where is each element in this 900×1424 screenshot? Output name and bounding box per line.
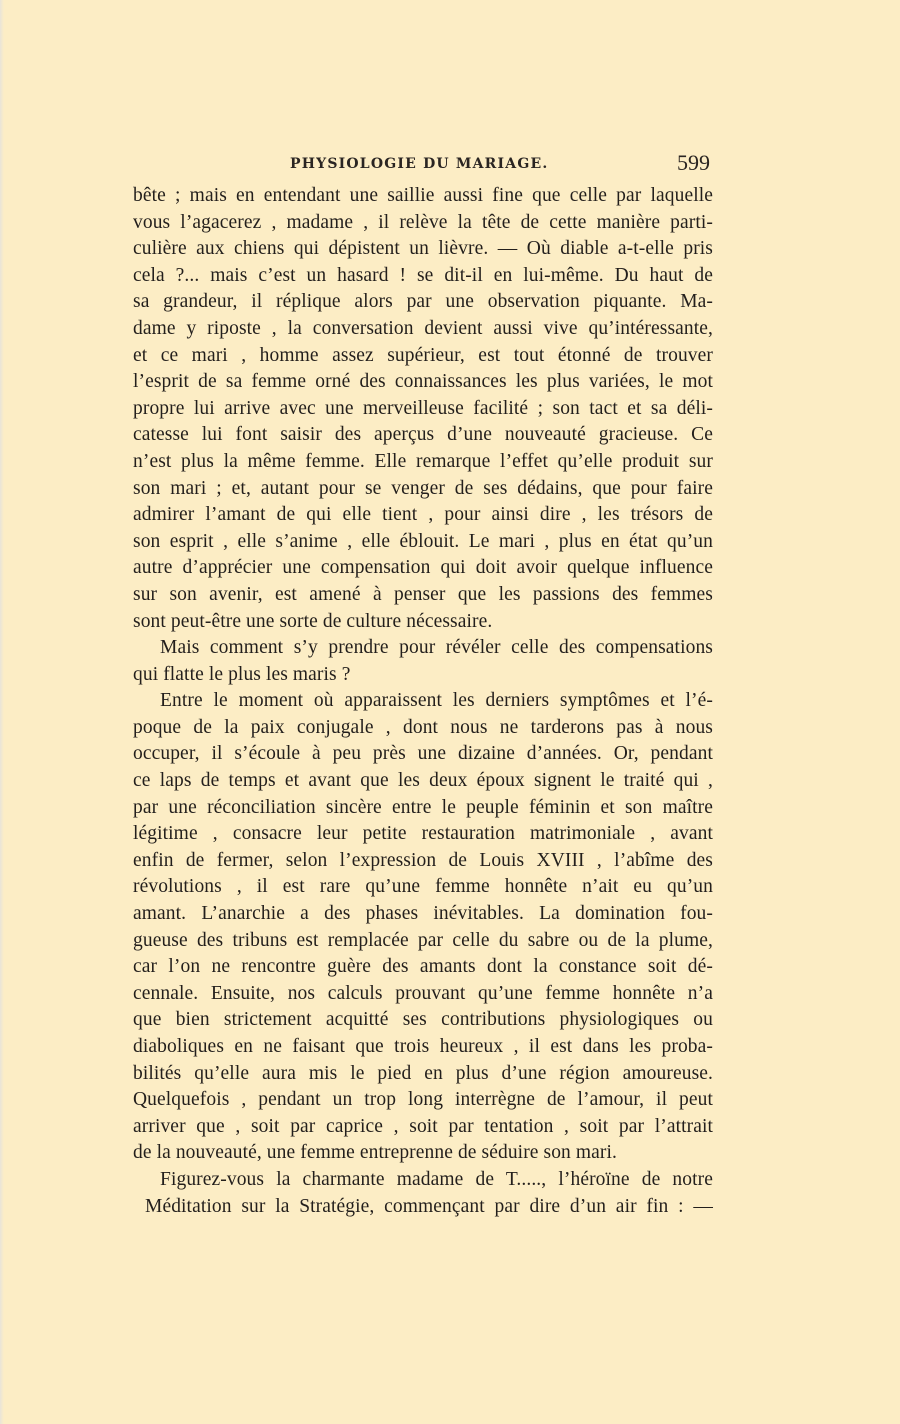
text-line: arriver que , soit par caprice , soit par tentation , soit par l’attrait xyxy=(133,1115,713,1137)
text-line: Quelquefois , pendant un trop long interrègne de l’amour, il peut xyxy=(133,1089,713,1111)
text-line: autre d’apprécier une compensation qui doit avoir quelque influence xyxy=(133,557,713,579)
text-line: bête ; mais en entendant une saillie aussi fine que celle par laquelle xyxy=(133,185,713,206)
text-line: diaboliques en ne faisant que trois heureux , il est dans les proba- xyxy=(133,1036,713,1057)
text-line: son mari ; et, autant pour se venger de ses dédains, que pour faire xyxy=(133,477,713,499)
text-line: l’esprit de sa femme orné des connaissances les plus variées, le mot xyxy=(133,371,713,393)
text-line: gueuse des tribuns est remplacée par celle du sabre ou de la plume, xyxy=(133,929,713,951)
text-line: dame y riposte , la conversation devient aussi vive qu’intéressante, xyxy=(133,317,713,339)
text-line: Méditation sur la Stratégie, commençant par dire d’un air fin : — xyxy=(145,1195,713,1217)
text-line-paragraph-start: Entre le moment où apparaissent les derniers symptômes et l’é- xyxy=(160,690,713,712)
text-line: occuper, il s’écoule à peu près une dizaine d’années. Or, pendant xyxy=(133,743,713,765)
running-title: PHYSIOLOGIE DU MARIAGE. xyxy=(290,156,549,172)
text-line: cennale. Ensuite, nos calculs prouvant qu’une femme honnête n’a xyxy=(133,982,713,1004)
text-line: légitime , consacre leur petite restauration matrimoniale , avant xyxy=(133,823,713,845)
text-line-paragraph-end: qui flatte le plus les maris ? xyxy=(133,663,351,685)
text-line: révolutions , il est rare qu’une femme honnête n’ait eu qu’un xyxy=(133,876,713,898)
text-line: vous l’agacerez , madame , il relève la tête de cette manière parti- xyxy=(133,211,713,233)
text-line-paragraph-start: Figurez-vous la charmante madame de T....., l’héroïne de notre xyxy=(160,1168,713,1190)
text-line: bilités qu’elle aura mis le pied en plus d’une région amoureuse. xyxy=(133,1062,713,1084)
text-line: culière aux chiens qui dépistent un lièvre. — Où diable a-t-elle pris xyxy=(133,238,713,260)
text-line-paragraph-start: Mais comment s’y prendre pour révéler celle des compensations xyxy=(160,637,713,659)
body-text xyxy=(133,183,713,1220)
text-line: que bien strictement acquitté ses contributions physiologiques ou xyxy=(133,1009,713,1031)
running-head xyxy=(290,150,710,180)
text-line: amant. L’anarchie a des phases inévitables. La domination fou- xyxy=(133,903,713,925)
text-line-paragraph-end: sont peut-être une sorte de culture nécessaire. xyxy=(133,610,493,632)
text-line: catesse lui font saisir des aperçus d’une nouveauté gracieuse. Ce xyxy=(133,424,713,446)
text-line: cela ?... mais c’est un hasard ! se dit-il en lui-même. Du haut de xyxy=(133,264,713,286)
text-line: sur son avenir, est amené à penser que les passions des femmes xyxy=(133,583,713,605)
text-line: n’est plus la même femme. Elle remarque l’effet qu’elle produit sur xyxy=(133,450,713,472)
text-line: par une réconciliation sincère entre le peuple féminin et son maître xyxy=(133,796,713,818)
text-line: et ce mari , homme assez supérieur, est tout étonné de trouver xyxy=(133,344,713,366)
text-line: propre lui arrive avec une merveilleuse facilité ; son tact et sa déli- xyxy=(133,397,713,419)
text-line: poque de la paix conjugale , dont nous ne tarderons pas à nous xyxy=(133,716,713,738)
text-line: sa grandeur, il réplique alors par une observation piquante. Ma- xyxy=(133,291,713,313)
page-edge xyxy=(0,0,4,1424)
text-line: ce laps de temps et avant que les deux époux signent le traité qui , xyxy=(133,770,713,792)
text-line: enfin de fermer, selon l’expression de Louis XVIII , l’abîme des xyxy=(133,849,713,871)
text-line-paragraph-end: de la nouveauté, une femme entreprenne de séduire son mari. xyxy=(133,1142,617,1164)
page-number: 599 xyxy=(677,150,710,175)
text-line: car l’on ne rencontre guère des amants dont la constance soit dé- xyxy=(133,956,713,978)
text-line: son esprit , elle s’anime , elle éblouit. Le mari , plus en état qu’un xyxy=(133,530,713,552)
text-line: admirer l’amant de qui elle tient , pour ainsi dire , les trésors de xyxy=(133,504,713,526)
